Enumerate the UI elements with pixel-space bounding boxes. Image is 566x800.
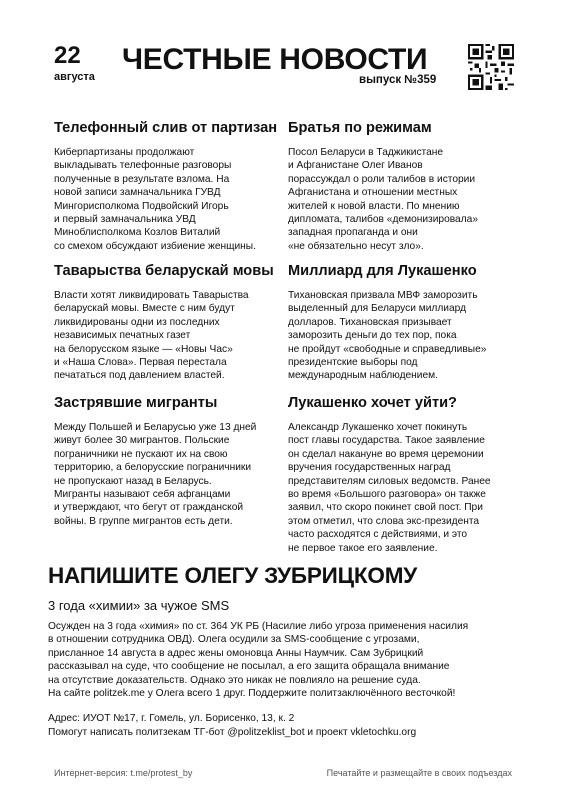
appeal-body [48,620,528,700]
article-line: Киберпартизаны продолжают [54,147,195,158]
article-line: со смехом обсуждают избиение женщины. [54,240,256,252]
article-lukashenko-leave [288,394,491,555]
article-line: этом отметил, что слова экс-президента [288,515,480,527]
article-line: он сделал накануне во время церемонии [288,448,484,460]
article-line: «не обязательно несут зло». [288,240,424,252]
article-partisan-leak [54,119,277,253]
article-body [288,146,478,253]
article-title: Телефонный слив от партизан [54,120,278,136]
article-line: президентские выборы под [288,357,418,369]
article-line: Посол Беларуси в Таджикистане [288,147,444,158]
appeal-line: рассказывал на суде, что сообщение не посылал, а его защита обращала внимание [48,661,450,673]
political-prisoner-appeal [48,562,528,739]
article-title: Братья по режимам [288,120,432,136]
article-line: Александр Лукашенко хочет покинуть [288,422,468,433]
issue-number: выпуск №359 [359,74,437,86]
article-line: представителям силовых ведомств. Ранее [288,475,491,487]
article-line: Мигранты называют себя афганцами [54,489,231,501]
address-line: Помогут написать политзекам ТГ-бот @politzeklist_bot и проект vkletochku.org [48,726,417,738]
article-line: не пройдут «свободные и справедливые» [288,343,487,355]
article-line: и утверждают, что бегут от гражданской [54,502,244,514]
article-line: Тихановская призвала МВФ заморозить [288,290,478,301]
article-body [288,289,486,383]
article-line: печататься под давлением властей. [54,370,225,382]
article-brothers-regimes [288,119,478,253]
appeal-line: на отсутствие доказательств. Однако это никак не повлияло на решение суда. [48,674,421,686]
masthead-header [54,44,514,94]
article-line: часто расходятся с действиями, и это [288,529,468,541]
footer-print-call: Печатайте и размещайте в своих подъездах [326,768,512,778]
issue-month: августа [54,71,95,83]
article-line: пост главы государства. Такое заявление [288,435,485,447]
article-line: новой записи замначальника ГУВД [54,187,221,199]
article-title: Застрявшие мигранты [54,395,218,411]
article-line: Миноблисполкома Козлов Виталий [54,227,221,239]
article-line: западная пропаганда и они [288,227,418,239]
newspaper-title: ЧЕСТНЫЕ НОВОСТИ [122,43,428,76]
article-line: Власти хотят ликвидировать Таварыства [54,290,249,301]
article-line: жителей к новой власти. По мнению [288,200,460,212]
article-line: и Афганистане Олег Иванов [288,160,423,172]
article-body [54,421,256,528]
qr-code-icon [468,44,514,90]
article-line: долларов. Тихановская призывает [288,316,452,328]
article-line: беларускай мовы. Вместе с ним будут [54,303,235,315]
article-title: Лукашенко хочет уйти? [288,395,457,411]
article-line: выкладывать телефонные разговоры [54,160,232,172]
address-line: Адрес: ИУОТ №17, г. Гомель, ул. Борисенко, 13, к. 2 [48,713,295,725]
article-line: заявил, что скоро покинет свой пост. При [288,502,483,514]
article-line: вручения государственных наград [288,462,451,474]
article-body [54,289,274,383]
issue-day: 22 [54,42,81,69]
article-line: и первый замначальника УВД [54,214,196,226]
article-line: на белорусском языке — «Новы Час» [54,343,233,355]
article-line: не пропускают назад в Беларусь. [54,475,212,487]
article-line: во время «Большого разговора» он также [288,489,486,501]
appeal-line: Осужден на 3 года «химия» по ст. 364 УК РБ (Насилие либо угроза применения насилия [48,621,469,632]
article-language-society [54,262,274,383]
prison-address [48,712,528,739]
article-stuck-migrants [54,394,256,528]
appeal-line: в отношении сотрудника ОВД). Олега осудили за SMS-сообщение с угрозами, [48,634,420,646]
article-line: и «Наша Слова». Первая перестала [54,357,227,369]
article-line: выделенный для Беларуси миллиард [288,303,467,315]
appeal-title: НАПИШИТЕ ОЛЕГУ ЗУБРИЦКОМУ [48,563,418,588]
article-body [288,421,491,555]
appeal-line: На сайте politzek.me у Олега всего 1 друг. Поддержите политзаключённого весточкой! [48,688,456,700]
article-line: заморозить деньги до тех пор, пока [288,330,457,342]
article-line: пограничники не пускают их на свою [54,448,228,460]
article-title: Таварыства беларускай мовы [54,263,274,279]
article-line: Мингорисполкома Подвойский Игорь [54,200,229,212]
article-body [54,146,277,253]
article-line: Афганистана и отношении местных [288,187,458,199]
article-line: не первое такое его заявление. [288,542,438,554]
article-line: ликвидированы одни из последних [54,316,220,328]
article-line: порассуждал о роли талибов в истории [288,173,476,185]
article-line: Между Польшей и Беларусью уже 13 дней [54,422,257,433]
article-line: международным наблюдением. [288,370,438,382]
article-line: войны. В группе мигрантов есть дети. [54,515,233,527]
appeal-subtitle: 3 года «химии» за чужое SMS [48,598,230,613]
article-line: территорию, а белорусские пограничники [54,462,252,474]
appeal-line: присланное 14 августа в адрес жены омоновца Анны Наумчик. Сам Зубрицкий [48,647,424,659]
footer-web-version: Интернет-версия: t.me/protest_by [54,768,193,778]
article-title: Миллиард для Лукашенко [288,263,477,279]
article-line: живут более 30 мигрантов. Польские [54,435,230,447]
article-line: полученные в результате взлома. На [54,173,230,185]
article-billion-lukashenko [288,262,486,383]
article-line: независимых печатных газет [54,330,191,342]
article-line: дипломата, талибов «демонизировала» [288,214,478,226]
